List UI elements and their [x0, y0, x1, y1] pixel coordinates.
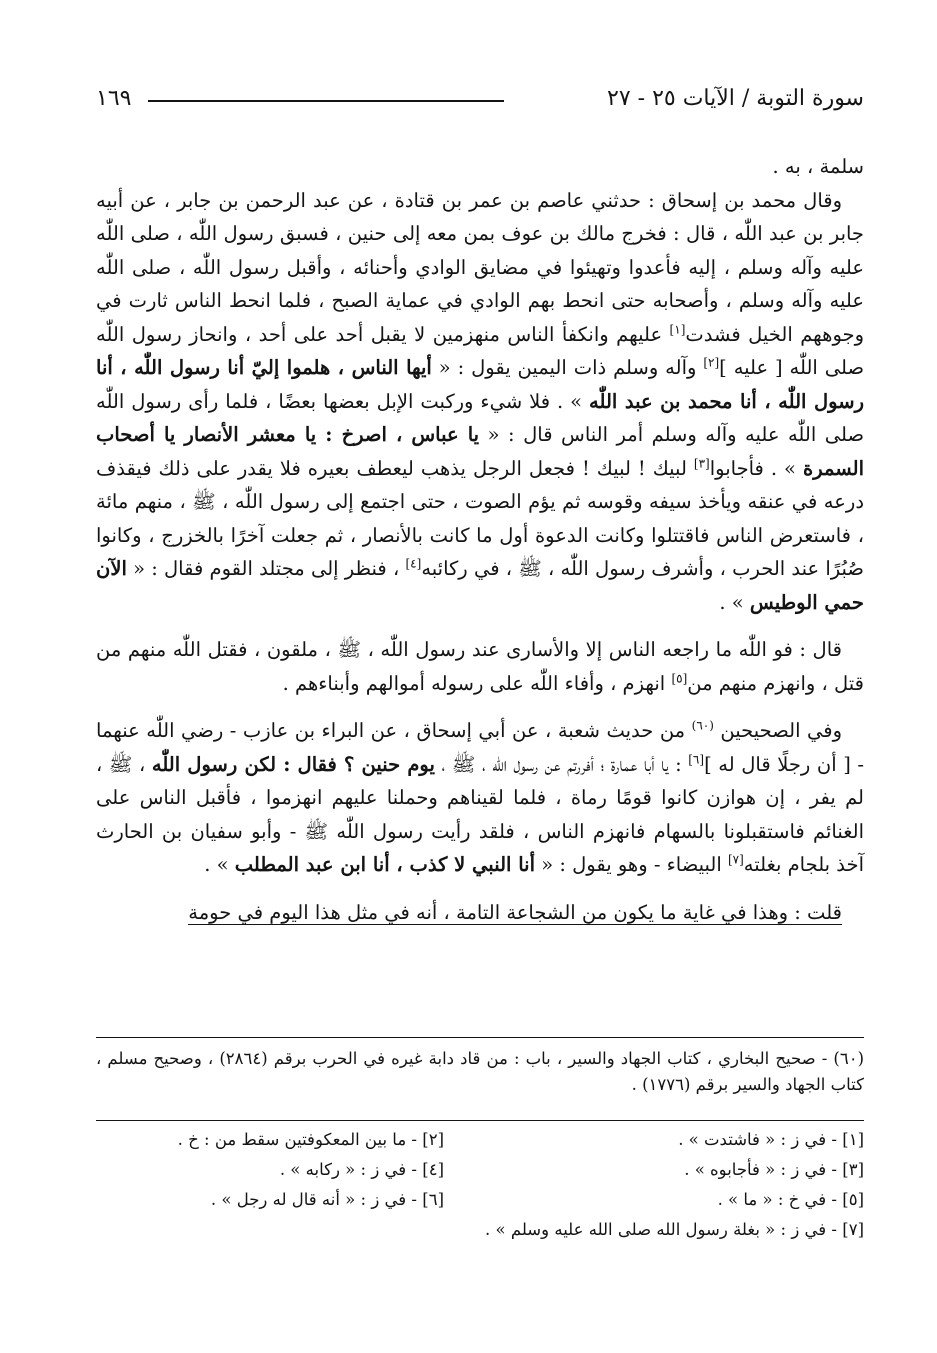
variant-row — [96, 1160, 864, 1190]
text-run: ، ﷺ ، لم يفر ، إن هوازن كانوا قومًا رماة ، فلما لقيناهم وحملنا عليهم انهزموا ، فأقبل الناس على الغنائم فاستقبلونا بالسهام فانهزم الناس ، فلقد رأيت رسول اللّٰه ﷺ - وأبو سفيان بن الحارث آخذ بلجام بغلته — [96, 752, 864, 876]
variant-note: [٦] - في ز : « أنه قال له رجل » . — [210, 1190, 444, 1209]
hadith-quote: أنا النبي لا كذب ، أنا ابن عبد المطلب — [234, 853, 536, 876]
text-run: ، فنظر إلى مجتلد القوم فقال : « — [126, 557, 406, 580]
hadith-quote: الآن حمي الوطيس — [96, 557, 864, 614]
variant-ref: [٢] — [703, 355, 720, 370]
text-run: قلت : وهذا في غاية ما يكون من الشجاعة التامة ، أنه في مثل هذا اليوم في حومة — [188, 900, 842, 924]
text-run: من حديث شعبة ، عن أبي إسحاق ، عن البراء بن عازب - رضي اللّٰه عنهما - [ أن رجلًا قال له ] — [96, 719, 864, 776]
main-text — [96, 150, 864, 929]
text-run: عليهم وانكفأ الناس منهزمين لا يقبل أحد على أحد ، وانحاز رسول اللّٰه صلى اللّٰه [ عليه ] — [96, 322, 865, 379]
paragraph — [96, 184, 864, 620]
variant-note: [١] - في ز : « فاشتدت » . — [678, 1130, 864, 1149]
text-run: انهزم ، وأفاء اللّٰه على رسوله أموالهم وأبناءهم . — [282, 671, 672, 695]
footnote-ref: (٦٠) — [691, 718, 714, 733]
paragraph — [96, 633, 864, 700]
variant-note: [٤] - في ز : « ركابه » . — [279, 1160, 444, 1179]
variant-note: [٧] - في ز : « بغلة رسول الله صلى الله عليه وسلم » . — [485, 1220, 864, 1239]
variant-ref: [٥] — [671, 671, 688, 685]
text-run: وقال محمد بن إسحاق : حدثني عاصم بن عمر بن قتادة ، عن عبد الرحمن بن جابر ، عن أبيه جابر بن عبد اللّٰه ، قال : فخرج مالك بن عوف بمن معه إلى حنين ، فسبق رسول اللّٰه ، صلى اللّٰه عليه وآله وسلم ، إليه فأعدوا وتهيئوا في مضايق الوادي وأحنائه ، وأقبل رسول اللّٰه ، صلى اللّٰه عليه وآله وسلم ، وأصحابه حتى انحط بهم الوادي في عماية الصبح ، فلما انحط الناس ثارت في وجوههم الخيل فشدت — [96, 188, 864, 346]
footnote-divider — [96, 1037, 864, 1038]
text-run: وفي الصحيحين — [713, 719, 842, 742]
variant-note: [٢] - ما بين المعكوفتين سقط من : خ . — [177, 1130, 444, 1149]
variants-divider — [96, 1120, 864, 1121]
text-run: » . — [204, 853, 235, 876]
page-header — [96, 86, 864, 120]
paragraph — [96, 896, 864, 930]
header-rule — [148, 100, 504, 102]
variant-ref: [١] — [669, 322, 686, 336]
footnote: (٦٠) - صحيح البخاري ، كتاب الجهاد والسير ، باب : من قاد دابة غيره في الحرب برقم (٢٨٦٤) ، وصحيح مسلم ، كتاب الجهاد والسير برقم (١٧٧٦) . — [96, 1049, 864, 1094]
variant-ref: [٧] — [727, 852, 744, 867]
text-run: » . — [719, 590, 750, 614]
variant-row — [96, 1220, 864, 1250]
text-run: وآله وسلم ذات اليمين يقول : « — [431, 356, 704, 379]
text-run: : يا أبا عمارة ؛ أفررتم عن رسول اللّٰه ، ﷺ ، — [434, 752, 689, 776]
variant-ref: [٣] — [693, 456, 710, 470]
hadith-quote: يا عباس ، اصرخ : يا معشر الأنصار يا أصحاب السمرة — [96, 423, 864, 480]
text-run: لبيك ! لبيك ! فجعل الرجل يذهب ليعطف بعيره فلا يقدر على ذلك فيقذف درعه في عنقه ويأخذ سيفه وقوسه ثم يؤم الصوت ، حتى اجتمع إلى رسول اللّٰه ، ﷺ ، منهم مائة ، فاستعرض الناس فاقتتلوا وكانت الدعوة أول ما كانت بالأنصار ، ثم جعلت آخرًا بالخزرج ، وكانوا صُبُرًا عند الحرب ، وأشرف رسول اللّٰه ، ﷺ ، في ركائبه — [96, 456, 864, 580]
text-run: البيضاء - وهو يقول : « — [535, 853, 728, 876]
variant-note: [٥] - في خ : « ما » . — [717, 1190, 864, 1209]
hadith-quote: أيها الناس ، هلموا إليّ أنا رسول اللّٰه ، أنا رسول اللّٰه ، أنا محمد بن عبد اللّٰه — [96, 356, 864, 413]
paragraph — [96, 714, 864, 882]
paragraph: سلمة ، به . — [772, 155, 864, 178]
hadith-quote: يوم حنين ؟ فقال : لكن رسول اللّٰه — [151, 752, 435, 776]
variant-row — [96, 1190, 864, 1220]
page-number: ١٦٩ — [96, 86, 132, 111]
variant-note: [٣] - في ز : « فأجابوه » . — [684, 1160, 864, 1179]
variant-row — [96, 1130, 864, 1160]
text-run: » . فأجابوا — [709, 456, 803, 480]
text-run: قال : فو اللّٰه ما راجعه الناس إلا والأسارى عند رسول اللّٰه ، ﷺ ، ملقون ، فقتل اللّٰه منهم من قتل ، وانهزم منهم من — [96, 638, 864, 695]
variant-ref: [٤] — [405, 556, 422, 571]
variant-notes — [96, 1130, 864, 1250]
running-title: سورة التوبة / الآيات ٢٥ - ٢٧ — [607, 86, 864, 111]
variant-ref: [٦] — [688, 752, 705, 766]
text-run: » . فلا شيء وركبت الإبل بعضها بعضًا ، فلما رأى رسول اللّٰه صلى اللّٰه عليه وآله وسلم أمر الناس قال : « — [96, 389, 864, 446]
